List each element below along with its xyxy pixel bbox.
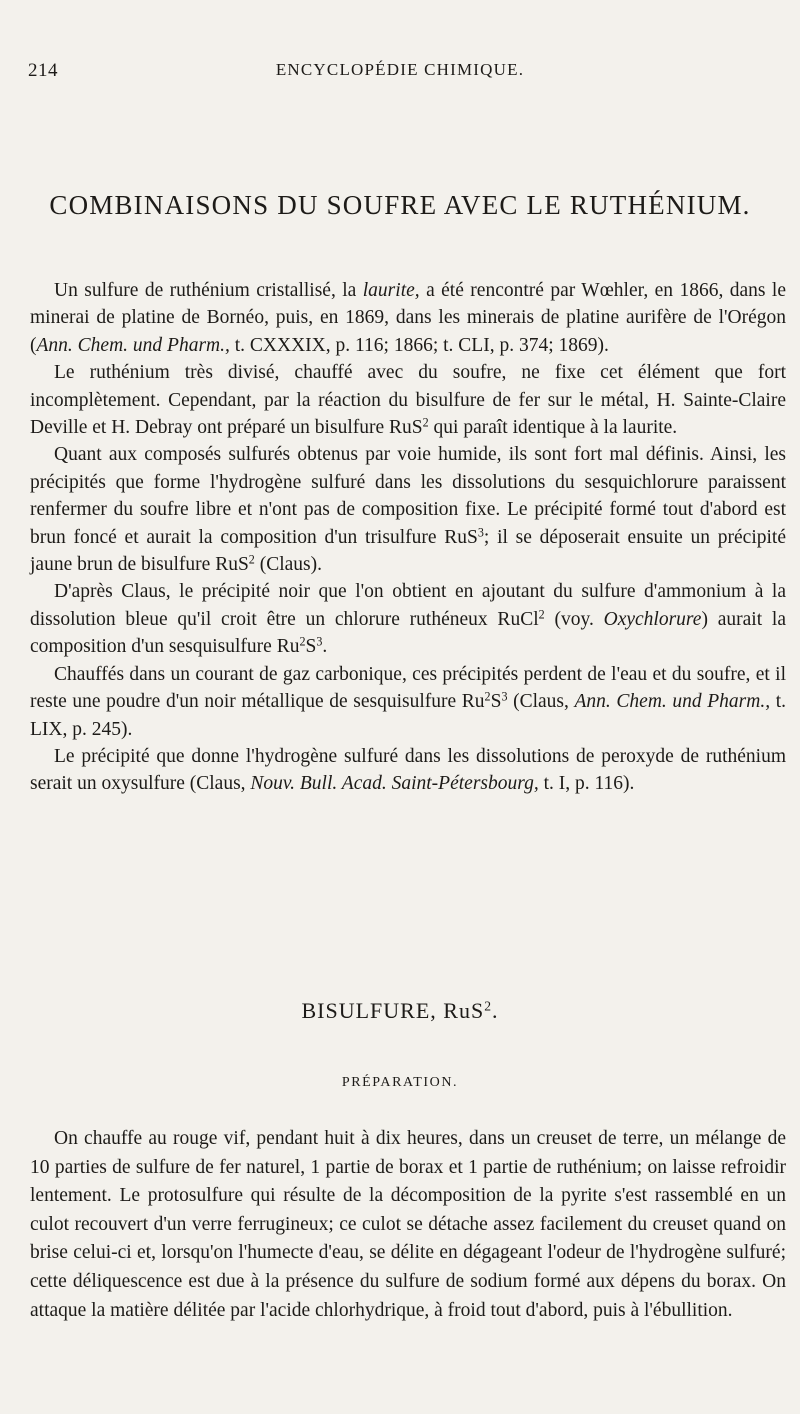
preparation-text [30, 1125, 786, 1325]
running-title: ENCYCLOPÉDIE CHIMIQUE. [275, 60, 525, 79]
paragraph: On chauffe au rouge vif, pendant huit à dix heures, dans un creuset de terre, un mélange de 10 parties de sulfure de fer naturel, 1 partie de borax et 1 partie de ruthénium; on laisse refroidir lentement. Le protosulfure qui résulte de la décomposition de la pyrite s'est rassemblé en un culot recouvert d'un verre ferrugineux; ce culot se détache assez facilement du creuset quand on brise celui-ci et, lorsqu'on l'humecte d'eau, se délite en dégageant l'odeur de l'hydrogène sulfuré; cette déliquescence est due à la présence du sulfure de sodium formé aux dépens du borax. On attaque la matière délitée par l'acide chlorhydrique, à froid tout d'abord, puis à l'ébullition. [30, 1128, 786, 1321]
subsection-title: BISULFURE, RuS$^2$. [301, 998, 499, 1023]
paragraph: Chauffés dans un courant de gaz carbonique, ces précipités perdent de l'eau et du soufre, et il reste une poudre d'un noir métallique de sesquisulfure $Ru^2S^3$ (Claus, Ann. Chem. und Pharm., t. LIX, p. 245). [30, 663, 786, 740]
section-title: COMBINAISONS DU SOUFRE AVEC LE RUTHÉNIUM. [49, 190, 751, 220]
paragraph: Le ruthénium très divisé, chauffé avec du soufre, ne fixe cet élément que fort incomplètement. Cependant, par la réaction du bisulfure de fer sur le métal, H. Sainte-Claire Deville et H. Debray ont préparé un bisulfure RuS$^2$ qui paraît identique à la laurite. [30, 362, 786, 439]
paragraph: Quant aux composés sulfurés obtenus par voie humide, ils sont fort mal définis. Ainsi, les précipités que forme l'hydrogène sulfuré dans les dissolutions du sesquichlorure paraissent renfermer du soufre libre et n'ont pas de composition fixe. Le précipité formé tout d'abord est brun foncé et aurait la composition d'un trisulfure RuS$^3$; il se déposerait ensuite un précipité jaune brun de bisulfure RuS$^2$ (Claus). [30, 444, 786, 576]
paragraph: Un sulfure de ruthénium cristallisé, la laurite, a été rencontré par Wœhler, en 1866, dans le minerai de platine de Bornéo, puis, en 1869, dans les minerais de platine aurifère de l'Orégon (Ann. Chem. und Pharm., t. CXXXIX, p. 116; 1866; t. CLI, p. 374; 1869). [30, 280, 786, 356]
running-head [28, 60, 772, 86]
paragraph: Le précipité que donne l'hydrogène sulfuré dans les dissolutions de peroxyde de ruthénium serait un oxysulfure (Claus, Nouv. Bull. Acad. Saint-Pétersbourg, t. I, p. 116). [30, 745, 786, 795]
page-number: 214 [28, 60, 58, 81]
subsection-heading: PRÉPARATION. [341, 1075, 459, 1090]
intro-text [30, 277, 786, 798]
paragraph: D'après Claus, le précipité noir que l'on obtient en ajoutant du sulfure d'ammonium à la dissolution bleue qu'il croit être un chlorure ruthéneux RuCl$^2$ (voy. Oxychlorure) aurait la composition d'un sesquisulfure $Ru^2S^3$. [30, 581, 786, 658]
